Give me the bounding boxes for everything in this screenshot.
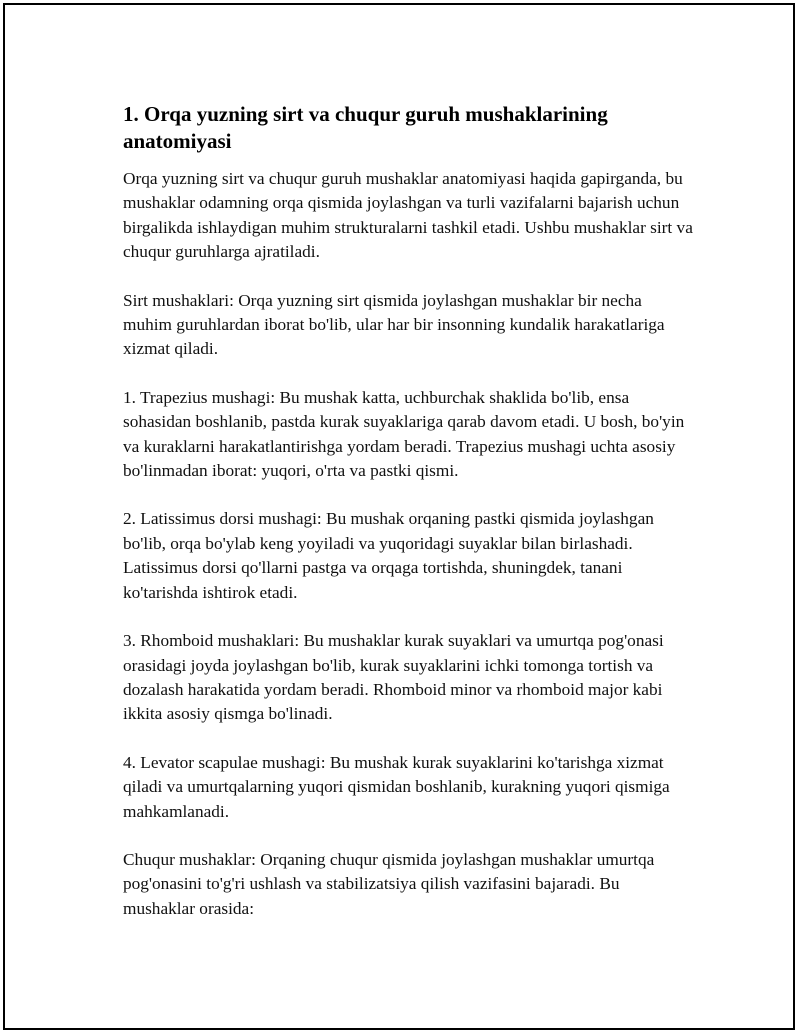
trapezius-paragraph: 1. Trapezius mushagi: Bu mushak katta, uchburchak shaklida bo'lib, ensa sohasidan boshlanib, pastda kurak suyaklariga qarab davom etadi. U bosh, bo'yin va kuraklarni harakatlantirishga yordam beradi. Trapezius mushagi uchta asosiy bo'linmadan iborat: yuqori, o'rta va pastki qismi. bbox=[123, 387, 685, 481]
document-body bbox=[123, 101, 693, 945]
section-heading: 1. Orqa yuzning sirt va chuqur guruh mushaklarining anatomiyasi bbox=[123, 102, 608, 153]
intro-paragraph: Orqa yuzning sirt va chuqur guruh mushaklar anatomiyasi haqida gapirganda, bu mushaklar odamning orqa qismida joylashgan va turli vazifalarni bajarish uchun birgalikda ishlaydigan muhim strukturalarni tashkil etadi. Ushbu mushaklar sirt va chuqur guruhlarga ajratiladi. bbox=[123, 169, 693, 262]
levator-scapulae-paragraph: 4. Levator scapulae mushagi: Bu mushak kurak suyaklarini ko'tarishga xizmat qiladi va umurtqalarning yuqori qismidan boshlanib, kurakning yuqori qismiga mahkamlanadi. bbox=[123, 752, 670, 821]
deep-muscles-paragraph: Chuqur mushaklar: Orqaning chuqur qismida joylashgan mushaklar umurtqa pog'onasini to'g'ri ushlash va stabilizatsiya qilish vazifasini bajaradi. Bu mushaklar orasida: bbox=[123, 849, 655, 918]
rhomboid-paragraph: 3. Rhomboid mushaklari: Bu mushaklar kurak suyaklari va umurtqa pog'onasi orasidagi joyda joylashgan bo'lib, kurak suyaklarini ichki tomonga tortish va dozalash harakatida yordam beradi. Rhomboid minor va rhomboid major kabi ikkita asosiy qismga bo'linadi. bbox=[123, 631, 664, 724]
latissimus-dorsi-paragraph: 2. Latissimus dorsi mushagi: Bu mushak orqaning pastki qismida joylashgan bo'lib, orqa bo'ylab keng yoyiladi va yuqoridagi suyaklar bilan birlashadi. Latissimus dorsi qo'llarni pastga va orqaga tortishda, shuningdek, tanani ko'tarishda ishtirok etadi. bbox=[123, 509, 654, 602]
page-frame bbox=[3, 3, 795, 1030]
surface-muscles-paragraph: Sirt mushaklari: Orqa yuzning sirt qismida joylashgan mushaklar bir necha muhim guruhlardan iborat bo'lib, ular har bir insonning kundalik harakatlariga xizmat qiladi. bbox=[123, 290, 665, 359]
